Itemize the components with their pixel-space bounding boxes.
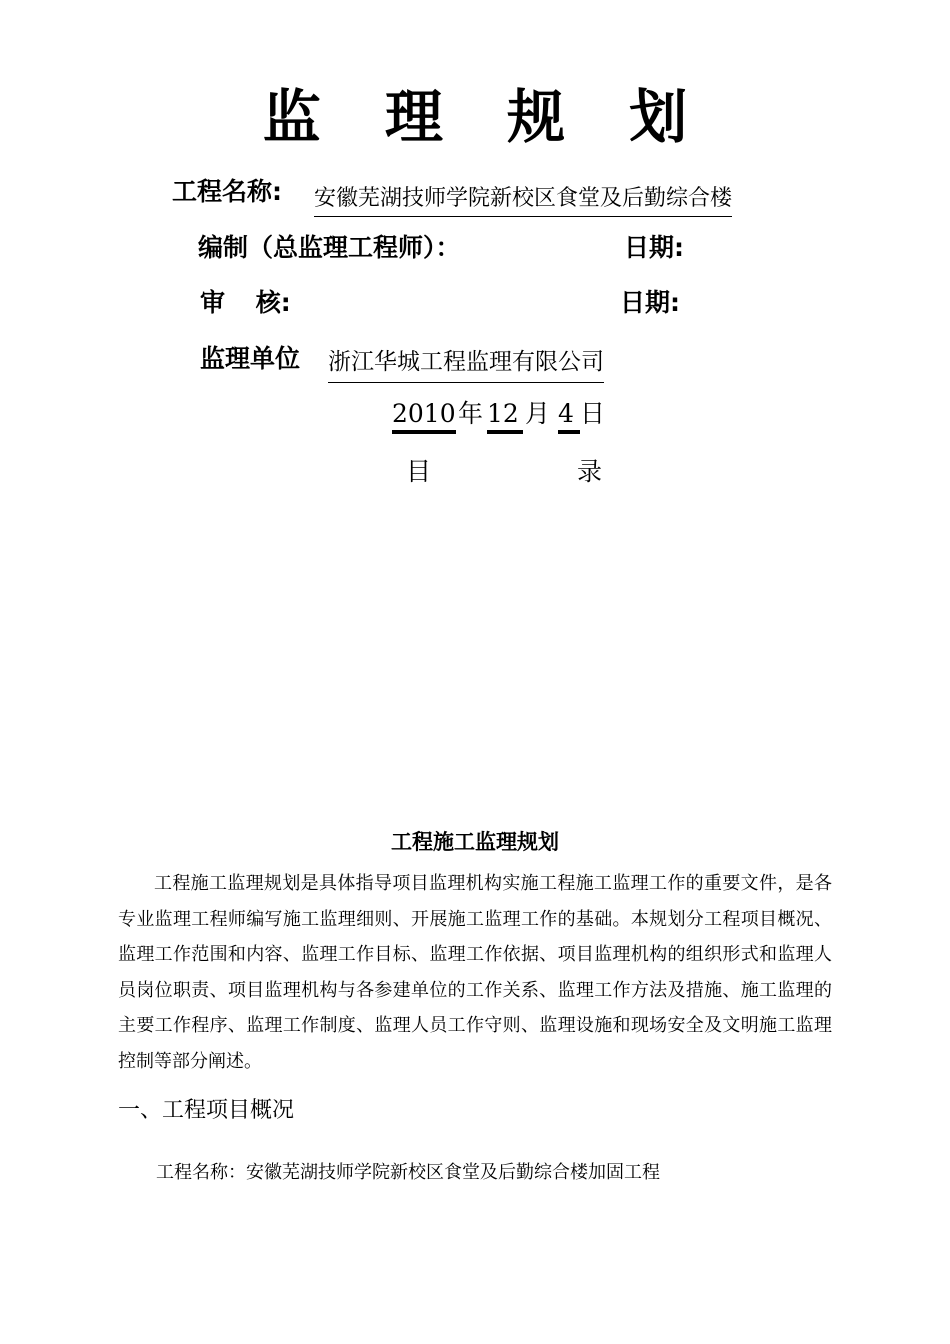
supervision-unit-value: 浙江华城工程监理有限公司 [328, 343, 604, 383]
section-title: 工程施工监理规划 [391, 830, 559, 854]
intro-paragraph: 工程施工监理规划是具体指导项目监理机构实施工程施工监理工作的重要文件，是各专业监理工程师编写施工监理细则、开展施工监理工作的基础。本规划分工程项目概况、监理工作范围和内容、监理工作目标、监理工作依据、项目监理机构的组织形式和监理人员岗位职责、项目监理机构与各参建单位的工作关系、监理工作方法及措施、施工监理的主要工作程序、监理工作制度、监理人员工作守则、监理设施和现场安全及文明施工监理控制等部分阐述。 [118, 873, 832, 1072]
reviewer-date-label: 日期: [620, 288, 680, 317]
date-year-unit: 年 [458, 399, 484, 428]
heading-project-overview: 一、工程项目概况 [118, 1098, 295, 1123]
project-name-value: 安徽芜湖技师学院新校区食堂及后勤综合楼 [314, 181, 732, 217]
document-date [392, 394, 605, 434]
compiler-label: 编制（总监理工程师）： [198, 233, 461, 262]
toc-heading-right: 录 [577, 457, 603, 486]
supervision-unit-label: 监理单位 [200, 344, 301, 373]
document-title: 监 理 规 划 [262, 83, 710, 151]
date-month: 12 [487, 399, 523, 434]
date-year: 2010 [392, 399, 456, 434]
compiler-date-label: 日期: [624, 233, 684, 262]
date-day-unit: 日 [580, 399, 606, 428]
reviewer-label: 审 核: [200, 288, 291, 317]
date-day: 4 [558, 399, 580, 434]
date-month-unit: 月 [525, 399, 551, 428]
project-name-label: 工程名称: [172, 177, 282, 206]
toc-heading-left: 目 [406, 457, 432, 486]
project-info-line: 工程名称：安徽芜湖技师学院新校区食堂及后勤综合楼加固工程 [156, 1162, 660, 1183]
